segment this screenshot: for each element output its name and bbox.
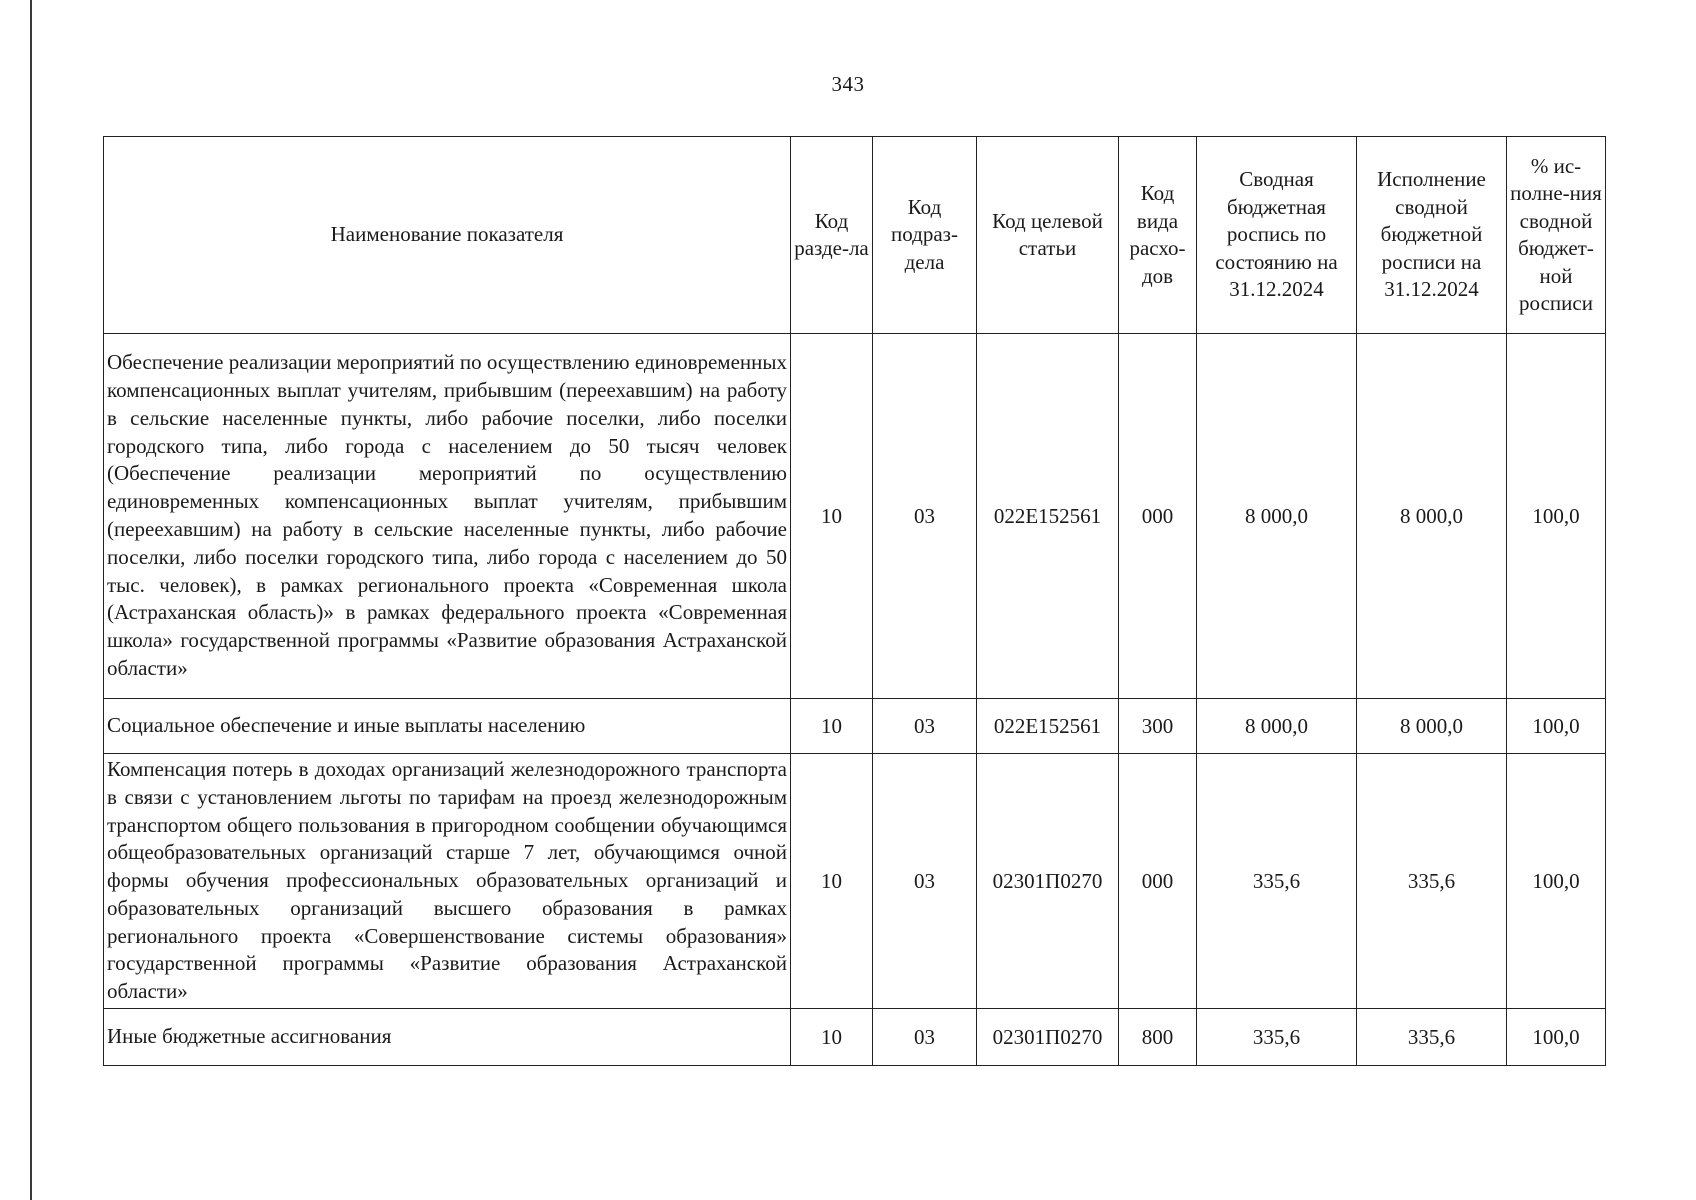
row-name: Социальное обеспечение и иные выплаты населению [104,699,791,754]
table-row [104,699,1606,754]
row-name: Компенсация потерь в доходах организаций железнодорожного транспорта в связи с установлением льготы по тарифам на проезд железнодорожным транспортом общего пользования в пригородном сообщении обучающимся общеобразовательных организаций старше 7 лет, обучающимся очной формы обучения профессиональных образовательных организаций и образовательных организаций высшего образования в рамках регионального проекта «Совершенствование системы образования» государственной программы «Развитие образования Астраханской области» [104,754,791,1009]
row-target-code: 02301П0270 [977,1009,1119,1066]
header-fact: Исполнение сводной бюджетной росписи на 31.12.2024 [1357,137,1507,334]
row-target-code: 022Е152561 [977,334,1119,699]
header-expense-code: Код вида расхо-дов [1119,137,1197,334]
row-name: Иные бюджетные ассигнования [104,1009,791,1066]
row-subsection-code: 03 [873,699,977,754]
row-percent: 100,0 [1507,334,1606,699]
row-fact: 8 000,0 [1357,334,1507,699]
row-subsection-code: 03 [873,334,977,699]
header-section-code: Код разде-ла [791,137,873,334]
header-target-code: Код целевой статьи [977,137,1119,334]
table-row [104,754,1606,1009]
row-expense-code: 300 [1119,699,1197,754]
row-target-code: 02301П0270 [977,754,1119,1009]
row-section-code: 10 [791,334,873,699]
row-fact: 335,6 [1357,1009,1507,1066]
row-plan: 335,6 [1197,1009,1357,1066]
row-name: Обеспечение реализации мероприятий по осуществлению единовременных компенсационных выплат учителям, прибывшим (переехавшим) на работу в сельские населенные пункты, либо рабочие поселки, либо поселки городского типа, либо города с населением до 50 тысяч человек (Обеспечение реализации мероприятий по осуществлению единовременных компенсационных выплат учителям, прибывшим (переехавшим) на работу в сельские населенные пункты, либо рабочие поселки, либо поселки городского типа, либо города с населением до 50 тыс. человек), в рамках регионального проекта «Современная школа (Астраханская область)» в рамках федерального проекта «Современная школа» государственной программы «Развитие образования Астраханской области» [104,334,791,699]
row-section-code: 10 [791,754,873,1009]
row-percent: 100,0 [1507,754,1606,1009]
row-expense-code: 800 [1119,1009,1197,1066]
row-percent: 100,0 [1507,1009,1606,1066]
row-fact: 8 000,0 [1357,699,1507,754]
row-subsection-code: 03 [873,1009,977,1066]
row-plan: 335,6 [1197,754,1357,1009]
row-target-code: 022Е152561 [977,699,1119,754]
page-number: 343 [831,72,865,96]
row-plan: 8 000,0 [1197,699,1357,754]
row-plan: 8 000,0 [1197,334,1357,699]
header-plan: Сводная бюджетная роспись по состоянию на 31.12.2024 [1197,137,1357,334]
row-section-code: 10 [791,1009,873,1066]
binding-edge-line [30,0,32,1200]
table-row [104,1009,1606,1066]
row-fact: 335,6 [1357,754,1507,1009]
row-subsection-code: 03 [873,754,977,1009]
header-subsection-code: Код подраз-дела [873,137,977,334]
table-row [104,334,1606,699]
row-percent: 100,0 [1507,699,1606,754]
row-section-code: 10 [791,699,873,754]
header-name: Наименование показателя [104,137,791,334]
budget-execution-table [103,136,1606,1066]
header-percent: % ис-полне-ния сводной бюджет-ной росписи [1507,137,1606,334]
row-expense-code: 000 [1119,334,1197,699]
row-expense-code: 000 [1119,754,1197,1009]
table-header-row [104,137,1606,334]
